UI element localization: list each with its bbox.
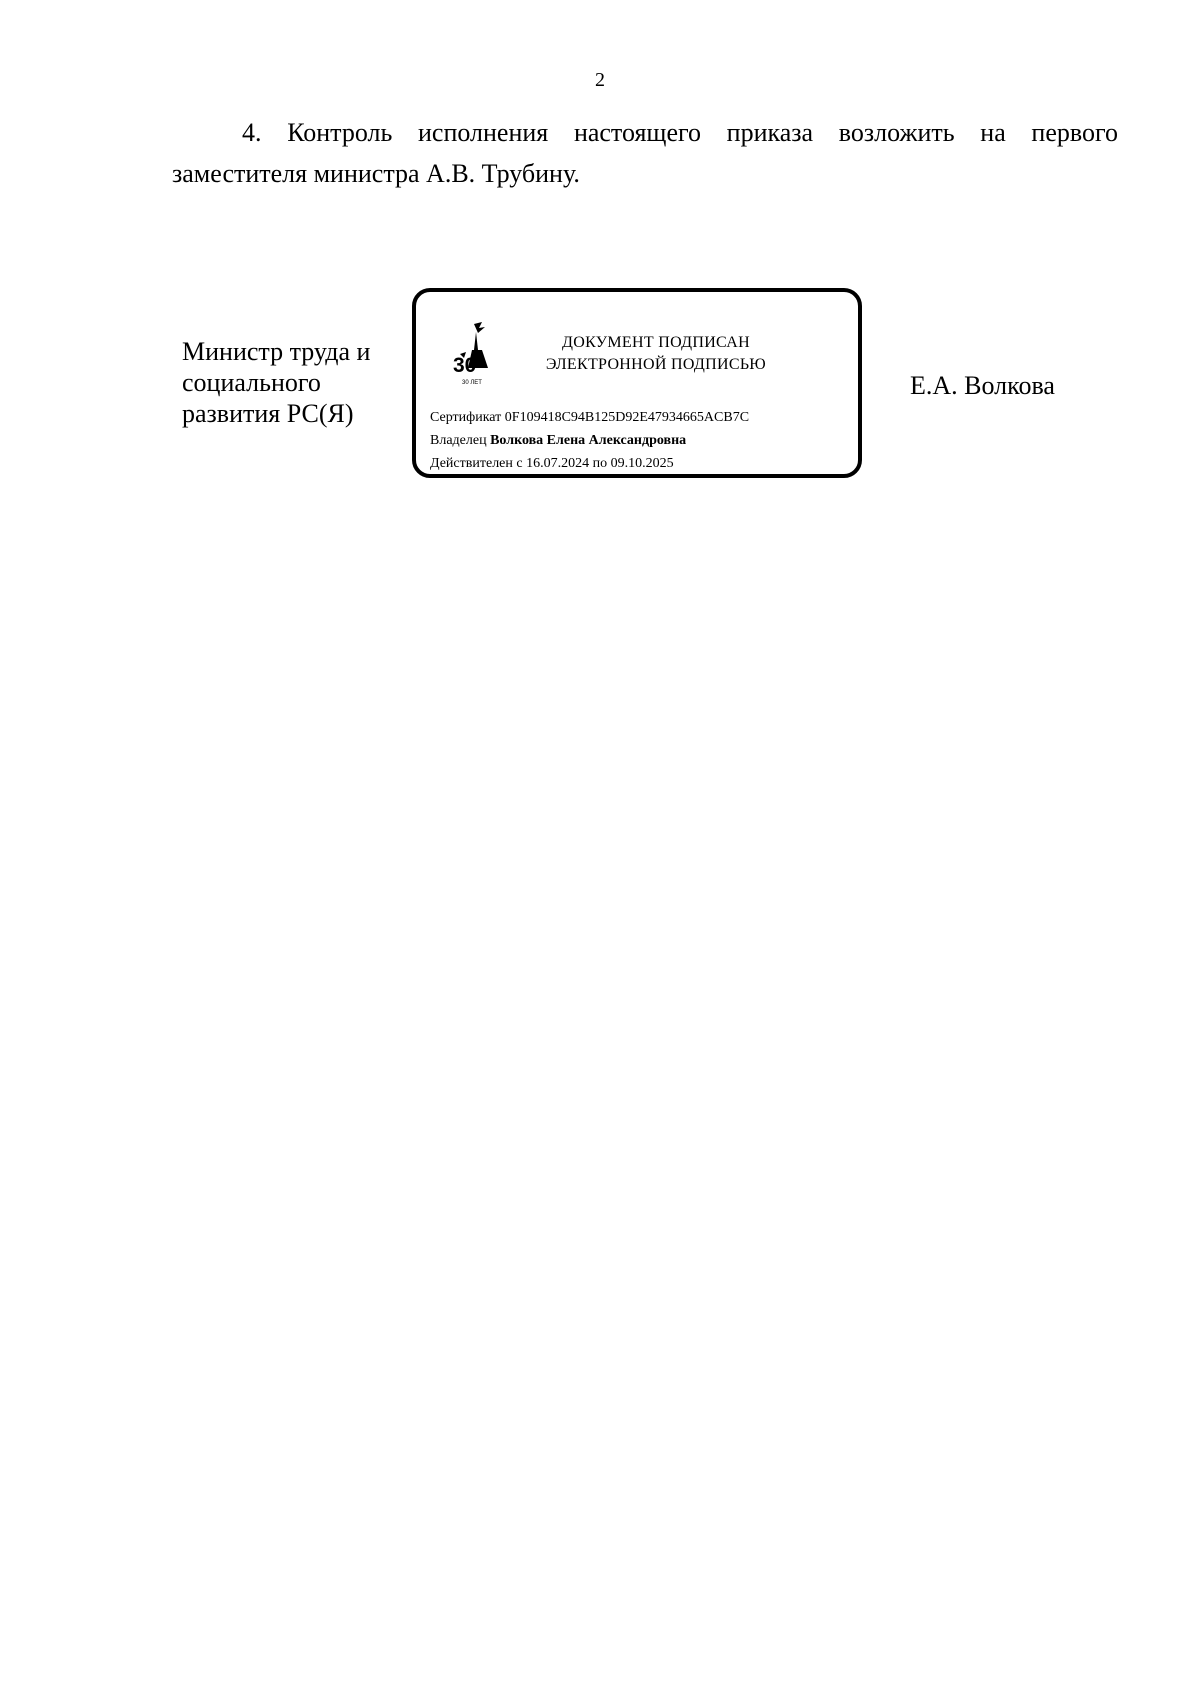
valid-from-date: 16.07.2024 — [526, 456, 590, 471]
electronic-signature-stamp — [412, 288, 862, 478]
signer-name: Е.А. Волкова — [910, 371, 1055, 400]
valid-from-label: Действителен с — [430, 456, 523, 471]
anniversary-emblem-icon — [452, 320, 498, 388]
owner-value: Волкова Елена Александровна — [490, 433, 687, 448]
validity-row — [430, 452, 749, 475]
order-paragraph: 4. Контроль исполнения настоящего приказа возложить на первого заместителя министра А.В. Трубину. — [172, 118, 1118, 188]
svg-text:30 ЛЕТ: 30 ЛЕТ — [462, 380, 482, 386]
owner-row — [430, 429, 749, 452]
signer-title-line: социального — [182, 368, 321, 397]
owner-label: Владелец — [430, 433, 487, 448]
signer-title — [182, 336, 402, 429]
stamp-heading-line: ЭЛЕКТРОННОЙ ПОДПИСЬЮ — [545, 356, 767, 373]
certificate-label: Сертификат — [430, 410, 502, 425]
svg-text:30: 30 — [453, 354, 477, 377]
page-number: 2 — [595, 69, 605, 91]
stamp-details — [430, 406, 749, 475]
signer-title-line: развития РС(Я) — [182, 399, 354, 428]
stamp-heading — [526, 332, 786, 376]
signer-title-line: Министр труда и — [182, 337, 371, 366]
stamp-heading-line: ДОКУМЕНТ ПОДПИСАН — [562, 334, 750, 351]
valid-to-date: 09.10.2025 — [610, 456, 674, 471]
certificate-value: 0F109418C94B125D92E47934665ACB7C — [504, 410, 750, 425]
certificate-row — [430, 406, 749, 429]
valid-to-label: по — [592, 456, 608, 471]
